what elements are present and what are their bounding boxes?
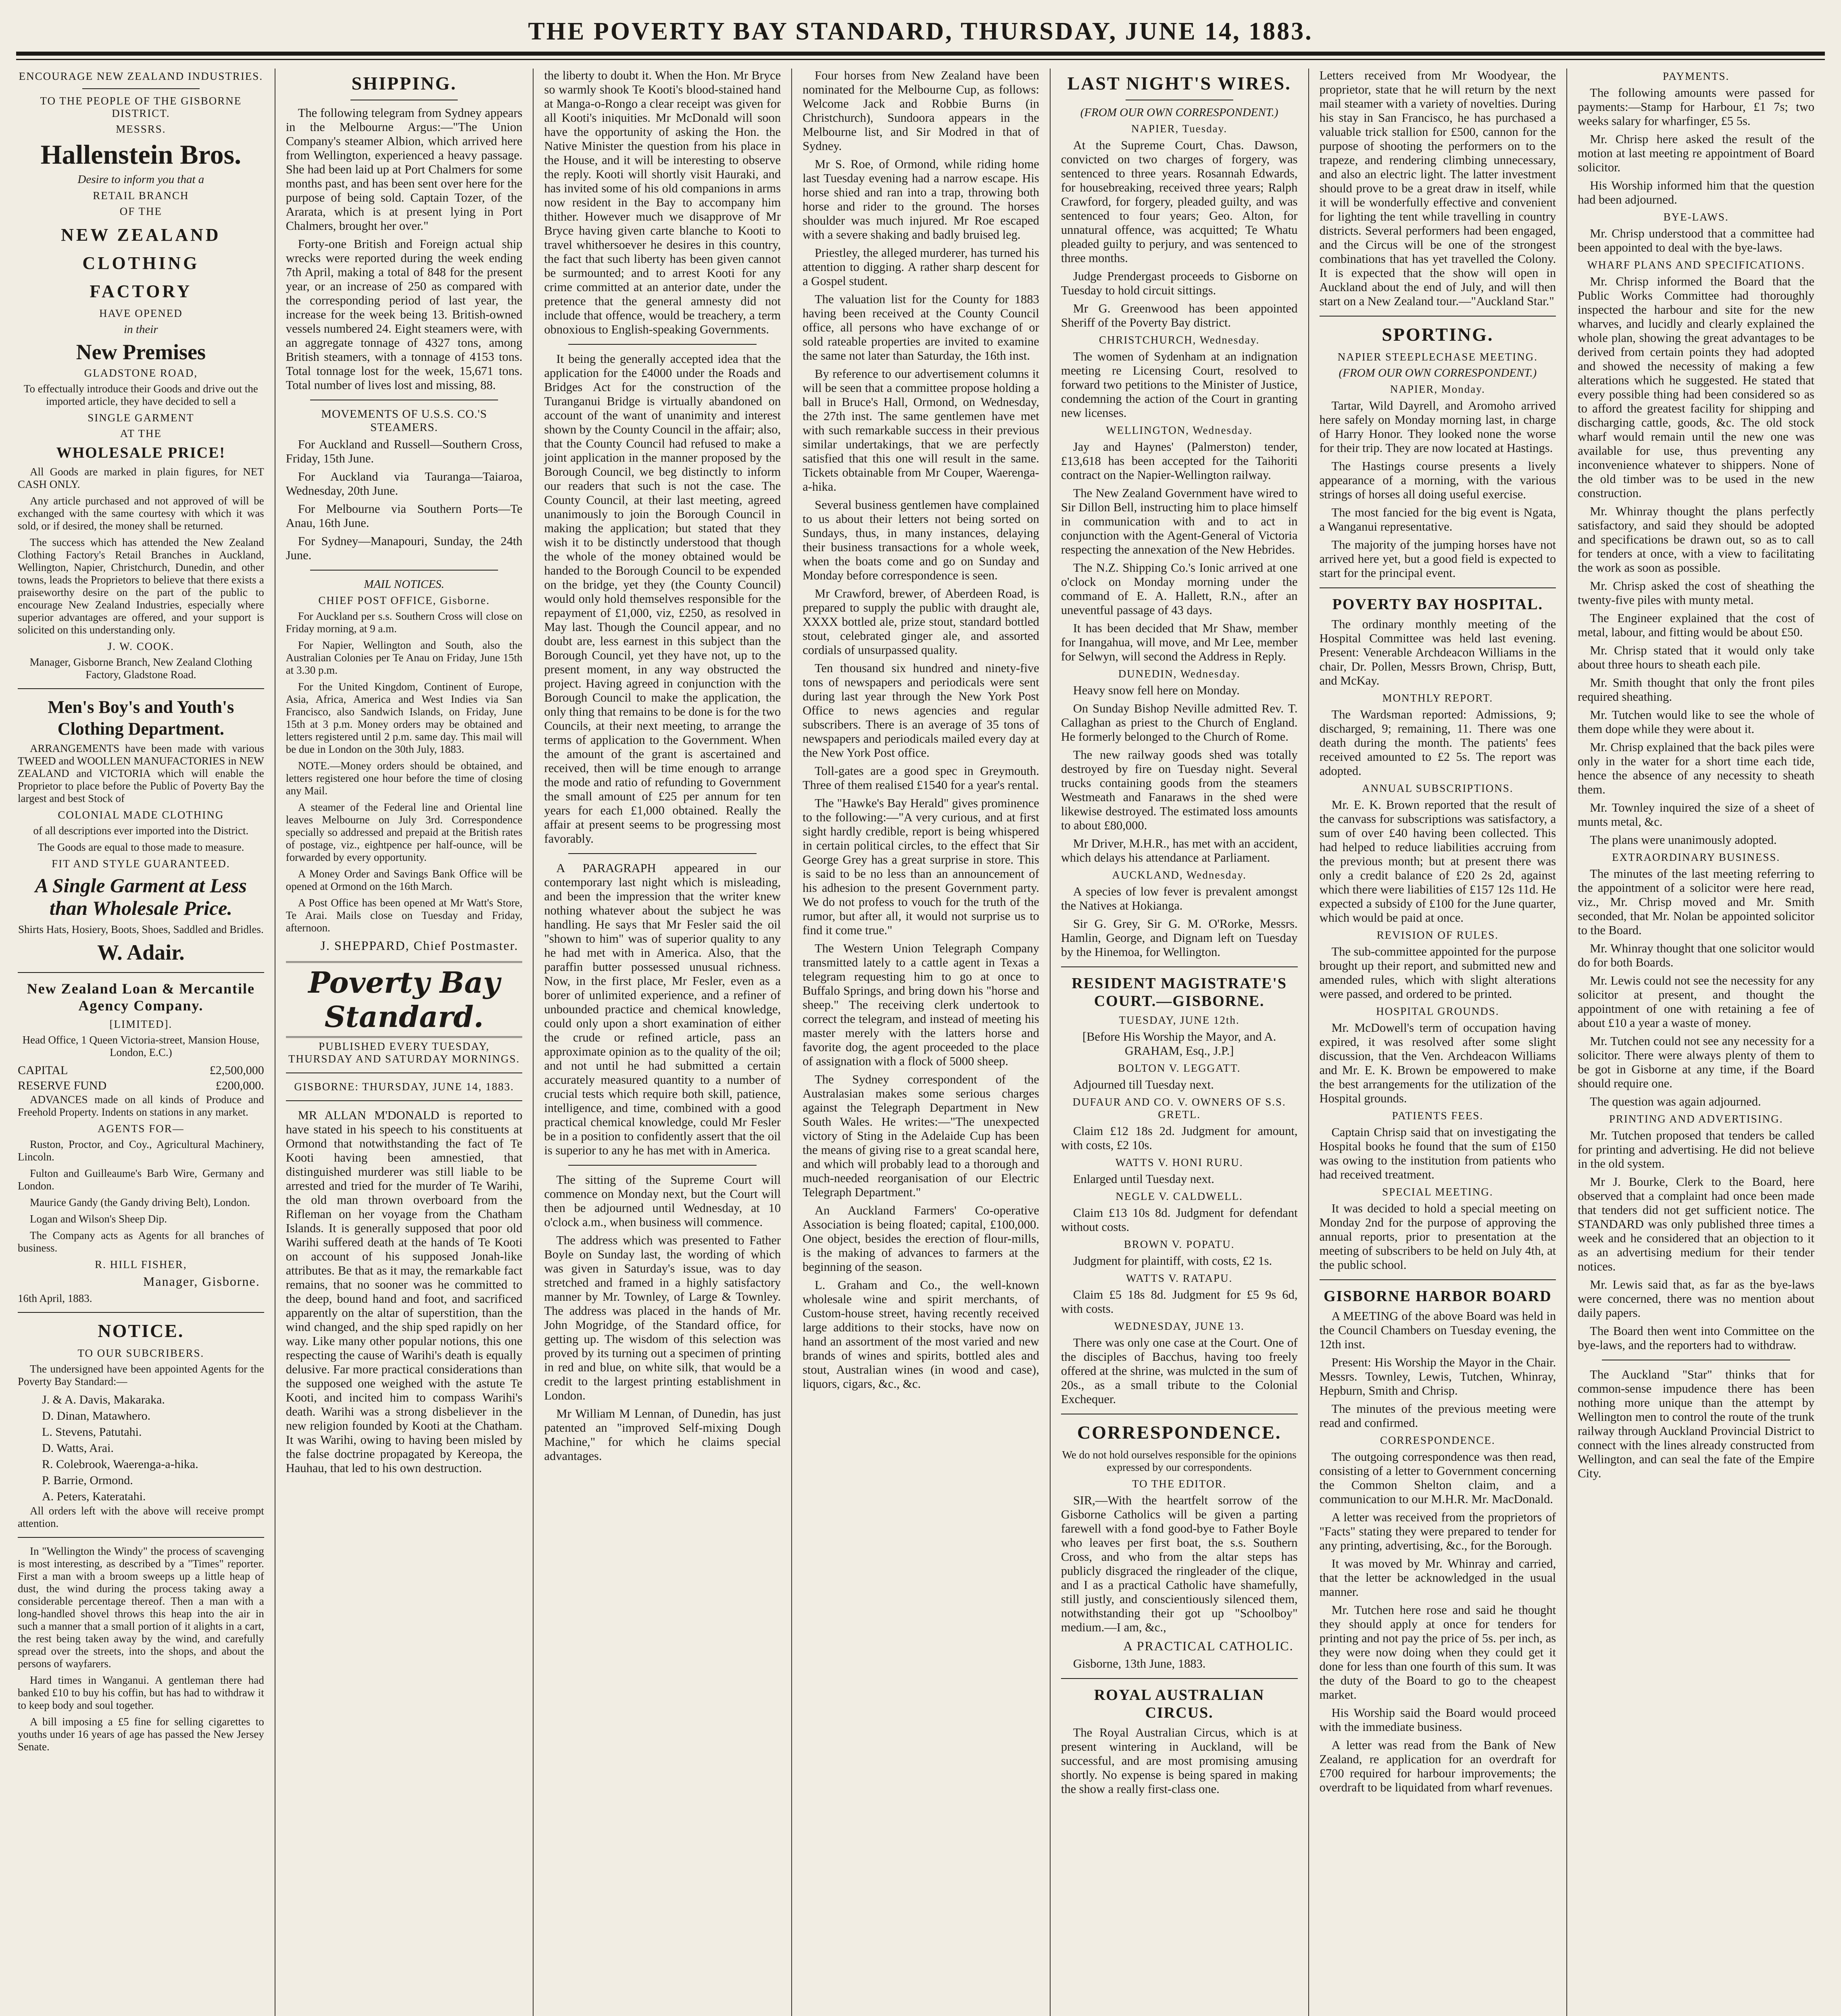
paragraph: The Company acts as Agents for all branches of business. (18, 1229, 264, 1254)
paragraph: ADVANCES made on all kinds of Produce and Freehold Property. Indents on stations in any market. (18, 1093, 264, 1118)
paragraph: The women of Sydenham at an indignation meeting re Licensing Court, resolved to forward two petitions to the Minister of Justice, condemning the action of the Court in granting new licenses. (1061, 350, 1298, 420)
paragraph: Sir G. Grey, Sir G. M. O'Rorke, Messrs. Hamlin, George, and Dignam left on Tuesday by the Hinemoa, for Wellington. (1061, 917, 1298, 959)
text: PUBLISHED EVERY TUESDAY, THURSDAY AND SATURDAY MORNINGS. (288, 1040, 520, 1065)
paragraph: The plans were unanimously adopted. (1590, 833, 1777, 847)
paragraph: The following amounts were passed for payments:—Stamp for Harbour, £1 7s; two weeks salary for wharfinger, £5 5s. (1578, 86, 1814, 128)
paragraph: the liberty to doubt it. When the Hon. Mr Bryce so warmly shook Te Kooti's blood-stained hand at Manga-o-Rongo a clear receipt was given for all Kooti's iniquities. Mr McDonald will soon have the opportunity of asking the Hon. the Native Minister the question from his place in the House, and it will be interesting to observe the reply. Kooti will shortly visit Hauraki, and has invited some of his old companions in arms now resident in the Bay to accompany him thither. However much we disapprove of Mr Bryce having given carte blanche to Kooti to travel whithersoever he desires in this country, the fact that such liberty has been given cannot be surmounted; and to arrest Kooti for any crime committed at an anterior date, under the pretence that the general amnesty did not include that offence, would be treachery, a term obnoxious to English-speaking Governments. (544, 69, 781, 336)
paragraph: Claim £13 10s 8d. Judgment for defendant without costs. (1061, 1206, 1298, 1234)
paragraph: Ten thousand six hundred and ninety-five tons of newspapers and periodicals were sent during last year through the New York Post Office to news agencies and regular subscribers. There is an average of 35 tons of newspapers and periodicals mailed every day at the New York Post office. (803, 661, 1039, 760)
case-title: WATTS V. HONI RURU. (1115, 1156, 1243, 1168)
subheading: CORRESPONDENCE. (1380, 1434, 1495, 1446)
paragraph: Judge Prendergast proceeds to Gisborne on Tuesday to hold circuit sittings. (1061, 269, 1298, 297)
divider (568, 1165, 757, 1166)
paragraph: Logan and Wilson's Sheep Dip. (30, 1213, 167, 1225)
paragraph: Fulton and Guilleaume's Barb Wire, Germany and London. (18, 1167, 264, 1192)
paragraph: For the United Kingdom, Continent of Europe, Asia, Africa, America and West Indies via San Francisco, also Sandwich Islands, on Friday, June 15th at 3 p.m. Money orders may be obtained and letters registered until 2 p.m. same day. This mail will be due in London on the 30th July, 1883. (286, 681, 523, 755)
paragraph: Forty-one British and Foreign actual ship wrecks were reported during the week ending 7th April, making a total of 848 for the present year, or an increase of 250 as compared with the corresponding period of last year, the increase for the week being 13. British-owned vessels numbered 24. Eight steamers were, with an aggregate tonnage of 4327 tons, among British steamers, with a tonnage of 4153 tons. Total tonnage lost for the week, 15,671 tons. Total number of lives lost and missing, 88. (286, 237, 523, 392)
case-title: NEGLE V. CALDWELL. (1115, 1190, 1243, 1202)
paragraph: It being the generally accepted idea that the application for the £4000 under the Roads and Bridges Act for the construction of the Turanganui Bridge is virtually abandoned on account of the want of unanimity and interest shown by the County Council in the affair; also, that the County Council had refused to make a joint application in the manner proposed by the Borough Council, we beg distinctly to inform our readers that such is not the case. The County Council, at their last meeting, agreed unanimously to join the Borough Council in making the application; but stated that they wish it to be distinctly understood that though the whole of the money obtained would be handed to the Borough Council to be expended on the bridge, yet they (the County Council) would only hold themselves responsible for the repayment of £1,000, viz, £250, as resolved in May last. Though the Council appear, and no doubt are, less earnest in this subject than the Borough Council, yet they have not, up to the present moment, in any way obstructed the project. Having agreed in conjunction with the Borough Council to make the application, the only thing that remains to be done is for the two Councils, at their next meeting, to arrange the terms of application to the Government. When the amount of the grant is ascertained and received, then will be time enough to arrange the mode and ratio of refunding to Government the small amount of £25 per annum for ten years for each £1,000 obtained. Really the affair at present seems to be progressing most favorably. (544, 352, 781, 846)
subheading: WHARF PLANS AND SPECIFICATIONS. (1587, 259, 1805, 271)
paragraph: Judgment for plaintiff, with costs, £2 1s. (1073, 1254, 1272, 1268)
list-item: L. Stevens, Patutahi. (42, 1425, 142, 1439)
headline: New Zealand Loan & Mercantile Agency Company. (27, 981, 255, 1014)
paragraph: A MEETING of the above Board was held in the Council Chambers on Tuesday evening, the 12th inst. (1319, 1309, 1556, 1351)
text: in their (124, 323, 158, 336)
paragraph: The Auckland "Star" thinks that for common-sense impudence there has been nothing more unique than the attempt by Wellington men to control the route of the trunk railway through Auckland Provincial District to connect with the lines already constructed from Wellington, and can seal the fate of the Empire City. (1578, 1368, 1814, 1480)
dateline: WELLINGTON, Wednesday. (1106, 424, 1253, 436)
text: CHIEF POST OFFICE, Gisborne. (318, 594, 490, 606)
headline: ROYAL AUSTRALIAN CIRCUS. (1094, 1687, 1265, 1721)
paragraph: The minutes of the previous meeting were read and confirmed. (1319, 1402, 1556, 1430)
paragraph: Mr G. Greenwood has been appointed Sheriff of the Poverty Bay district. (1061, 302, 1298, 329)
divider (18, 1312, 264, 1313)
paragraph: Mr. Tutchen here rose and said he thought they should apply at once for tenders for printing and not pay the price of 5s. per inch, as they were now doing when they could get it done for less than one fourth of this sum. It was the duty of the Board to go to the cheapest market. (1319, 1603, 1556, 1702)
paragraph: His Worship informed him that the question had been adjourned. (1578, 179, 1814, 206)
paragraph: The "Hawke's Bay Herald" gives prominence to the following:—"A very curious, and at first sight hardly credible, report is being whispered in certain political circles, to the effect that Sir George Grey has a great surprise in store. This is said to be no less than an announcement of his adhesion to the present Government party. We do not profess to vouch for the truth of the rumor, but after all, it would not surprise us to find it come true." (803, 796, 1039, 937)
dateline: WEDNESDAY, JUNE 13. (1114, 1320, 1245, 1332)
paragraph: Mr William M Lennan, of Dunedin, has just patented an "improved Self-mixing Dough Machine," for which he claims special advantages. (544, 1407, 781, 1463)
newspaper-nameplate: Poverty Bay Standard. (286, 961, 523, 1038)
paragraph: Mr. Chrisp stated that it would only take about three hours to sheath each pile. (1578, 644, 1814, 671)
paragraph: Mr J. Bourke, Clerk to the Board, here observed that a complaint had once been made that tenders did not get sufficient notice. The STANDARD was only published three times a week and he considered that an objection to it as an advertising medium for their tender notices. (1578, 1175, 1814, 1273)
paragraph: For Auckland via Tauranga—Taiaroa, Wednesday, 20th June. (286, 470, 523, 498)
paragraph: Jay and Haynes' (Palmerston) tender, £13,618 has been accepted for the Taihoriti contract on the Napier-Wellington railway. (1061, 440, 1298, 482)
paragraph: Mr. Chrisp here asked the result of the motion at last meeting re appointment of Board solicitor. (1578, 132, 1814, 174)
list-item: A. Peters, Kateratahi. (42, 1490, 146, 1503)
subheading: PATIENTS FEES. (1392, 1110, 1484, 1122)
paragraph: Any article purchased and not approved of will be exchanged with the same courtesy with which it was sold, or if desired, the money shall be returned. (18, 495, 264, 532)
columns (16, 69, 1825, 2016)
date: Gisborne, 13th June, 1883. (1073, 1657, 1206, 1670)
paragraph: For Melbourne via Southern Ports—Te Anau, 16th June. (286, 502, 523, 530)
heading: ENCOURAGE NEW ZEALAND INDUSTRIES. (19, 70, 263, 82)
text: GLADSTONE ROAD, (84, 367, 198, 379)
masthead-rule-thin (16, 59, 1825, 60)
divider (82, 88, 200, 89)
paragraph: Four horses from New Zealand have been nominated for the Melbourne Cup, as follows: Welcome Jack and Robbie Burns (in Christchurch), Sundoora appears in the Melbourne list, and Sir Modred in that of Sydney. (803, 69, 1039, 153)
paragraph: Present: His Worship the Mayor in the Chair. Messrs. Townley, Lewis, Tutchen, Whinray, Hepburn, Smith and Chrisp. (1319, 1356, 1556, 1397)
divider (286, 1100, 523, 1101)
headline: RESIDENT MAGISTRATE'S COURT.—GISBORNE. (1072, 975, 1287, 1010)
subheading: REVISION OF RULES. (1376, 929, 1499, 941)
masthead-rule (16, 52, 1825, 56)
subheading: BYE-LAWS. (1663, 211, 1729, 223)
paragraph: For Napier, Wellington and South, also the Australian Colonies per Te Anau on Friday, June 15th at 3.30 p.m. (286, 639, 523, 676)
paragraph: SIR,—With the heartfelt sorrow of the Gisborne Catholics will be given a parting farewell with a fond good-bye to Father Boyle who leaves per first boat, the s.s. Southern Cross, and who from the altar steps has publicly disgraced the ringleader of the clique, and I as a practical Catholic have shamefully, still justly, and conscientiously silenced them, notwithstanding their got up "Schoolboy" medium.—I am, &c., (1061, 1493, 1298, 1634)
headline: GISBORNE HARBOR BOARD (1324, 1288, 1552, 1305)
paragraph: The Royal Australian Circus, which is at present wintering in Auckland, will be successful, and are most promising amusing shortly. No expense is being spared in making the show a really first-class one. (1061, 1726, 1298, 1796)
paragraph: By reference to our advertisement columns it will be seen that a committee propose holding a ball in Bruce's Hall, Ormond, on Wednesday, the 27th inst. The same gentlemen have met with such remarkable success in their previous similar undertakings, that we are perfectly satisfied that this one will result in the same. Tickets obtainable from Mr Couper, Waerenga-a-hika. (803, 367, 1039, 494)
subheading: PRINTING AND ADVERTISING. (1609, 1113, 1783, 1125)
list-item: J. & A. Davis, Makaraka. (42, 1393, 165, 1406)
subheading: EXTRAORDINARY BUSINESS. (1612, 851, 1781, 863)
column-3 (533, 69, 791, 2016)
text: of all descriptions ever imported into the District. (33, 825, 249, 837)
text: TO THE EDITOR. (1132, 1478, 1227, 1490)
divider (1320, 587, 1556, 588)
paragraph: Maurice Gandy (the Gandy driving Belt), London. (30, 1196, 250, 1208)
dateline: TUESDAY, JUNE 12th. (1119, 1014, 1240, 1026)
subheading: ANNUAL SUBSCRIPTIONS. (1362, 782, 1514, 794)
paragraph: The Sydney correspondent of the Australasian makes some serious charges against the Telegraph Department in New South Wales. He writes:—"The unexpected victory of Sting in the Adelaide Cup has been the means of giving rise to a great scandal here, and which will probably lead to a thorough and much-needed reorganisation of our Electric Telegraph Department." (803, 1073, 1039, 1199)
paragraph: The minutes of the last meeting referring to the appointment of a solicitor were here read, viz., Mr. Chrisp moved and Mr. Smith seconded, that Mr. Nolan be appointed solicitor to the Board. (1578, 867, 1814, 937)
paragraph: The N.Z. Shipping Co.'s Ionic arrived at one o'clock on Monday morning under the command of E. A. Hallett, R.N., after an uneventful passage of 43 days. (1061, 561, 1298, 617)
text: TO OUR SUBCRIBERS. (77, 1347, 204, 1359)
ledger (18, 1063, 264, 1093)
divider (1061, 1678, 1298, 1679)
heading: MAIL NOTICES. (364, 578, 444, 591)
text: Head Office, 1 Queen Victoria-street, Mansion House, London, E.C.) (22, 1034, 260, 1058)
divider (18, 972, 264, 973)
text: RETAIL BRANCH (93, 190, 189, 202)
paragraph: Mr. Chrisp asked the cost of sheathing the twenty-five piles with munty metal. (1578, 579, 1814, 607)
signature: A PRACTICAL CATHOLIC. (1123, 1639, 1294, 1653)
divider (1320, 1279, 1556, 1280)
paragraph: It was decided to hold a special meeting on Monday 2nd for the purpose of approving the annual reports, prior to presentation at the meeting of subscribers to be held on July 4th, at the public school. (1319, 1202, 1556, 1272)
agent-list (18, 1392, 264, 1505)
paragraph: Enlarged until Tuesday next. (1073, 1172, 1215, 1186)
headline: NOTICE. (98, 1320, 184, 1341)
column-4 (791, 69, 1050, 2016)
paragraph: The address which was presented to Father Boyle on Sunday last, the wording of which was given in Saturday's issue, was to day stretched and framed in a highly satisfactory manner by Mr. Townley, of Large & Townley. The address was placed in the hands of Mr. John Mogridge, of the Standard office, for getting up. The wisdom of this selection was proved by its turning out a specimen of printing in red and blue, on white silk, that would be a credit to the largest printing establishment in London. (544, 1233, 781, 1402)
paragraph: For Auckland and Russell—Southern Cross, Friday, 15th June. (286, 437, 523, 465)
text: The Goods are equal to those made to measure. (38, 841, 244, 853)
headline: LAST NIGHT'S WIRES. (1067, 73, 1291, 94)
date: 16th April, 1883. (18, 1292, 92, 1304)
headline: Men's Boy's and Youth's Clothing Department. (48, 697, 234, 739)
column-2 (275, 69, 533, 2016)
paragraph: The Hastings course presents a lively appearance of a morning, with the various strings of horses all doing useful exercise. (1319, 459, 1556, 501)
headline: SPORTING. (1382, 324, 1494, 345)
subheading: MONTHLY REPORT. (1382, 692, 1493, 704)
ledger-value: £2,500,000 (209, 1064, 264, 1077)
paragraph: All orders left with the above will receive prompt attention. (18, 1505, 264, 1529)
text: NEW ZEALAND (61, 225, 221, 245)
paragraph: The Board then went into Committee on the bye-laws, and the reporters had to withdraw. (1578, 1324, 1814, 1352)
column-5 (1050, 69, 1308, 2016)
paragraph: A bill imposing a £5 fine for selling cigarettes to youths under 16 years of age has passed the New Jersey Senate. (18, 1716, 264, 1753)
paragraph: A letter was received from the proprietors of "Facts" stating they were prepared to tender for any printing, advertising, &c., for the Borough. (1319, 1510, 1556, 1552)
text: Shirts Hats, Hosiery, Boots, Shoes, Saddled and Bridles. (18, 923, 264, 935)
column-1 (16, 69, 275, 2016)
dateline: AUCKLAND, Wednesday. (1112, 869, 1247, 881)
text: R. HILL FISHER, (95, 1258, 187, 1270)
paragraph: For Auckland per s.s. Southern Cross will close on Friday morning, at 9 a.m. (286, 610, 523, 635)
paragraph: The sitting of the Supreme Court will commence on Monday next, but the Court will then be adjourned until Wednesday, at 10 o'clock a.m., when business will commence. (544, 1173, 781, 1229)
column-7 (1566, 69, 1825, 2016)
divider (310, 570, 498, 571)
paragraph: Tartar, Wild Dayrell, and Aromoho arrived here safely on Monday morning last, in charge of Harry Honor. They looked none the worse for their trip. They are now located at Hastings. (1319, 399, 1556, 455)
divider (568, 344, 757, 345)
paragraph: Mr Crawford, brewer, of Aberdeen Road, is prepared to supply the public with draught ale, XXXX bottled ale, prize stout, standard bottled stout, celebrated ginger ale, and assorted cordials of unsurpassed quality. (803, 587, 1039, 657)
paragraph: A steamer of the Federal line and Oriental line leaves Melbourne on July 3rd. Correspondence specially so addressed and prepaid at the British rates of postage, viz., eightpence per half-ounce, will be forwarded by every opportunity. (286, 801, 523, 863)
paragraph: A letter was read from the Bank of New Zealand, re application for an overdraft for £700 required for harbour improvements; the overdraft to be liquidated from wharf revenues. (1319, 1738, 1556, 1794)
paragraph: The New Zealand Government have wired to Sir Dillon Bell, instructing him to place himself in communication with and to act in conjunction with the Agent-General of Victoria respecting the annexation of the New Hebrides. (1061, 486, 1298, 556)
paragraph: For Sydney—Manapouri, Sunday, the 24th June. (286, 534, 523, 562)
heading: (FROM OUR OWN CORRESPONDENT.) (1080, 106, 1278, 119)
column-6 (1308, 69, 1567, 2016)
divider (18, 1537, 264, 1538)
headline: SHIPPING. (351, 73, 457, 94)
subheading: PAYMENTS. (1662, 70, 1730, 82)
text: CLOTHING (82, 253, 200, 273)
headline: A Single Garment at Less than Wholesale Price. (35, 874, 247, 919)
divider (1061, 966, 1298, 967)
paragraph: Mr Driver, M.H.R., has met with an accident, which delays his attendance at Parliament. (1061, 837, 1298, 864)
firm-name: Hallenstein Bros. (40, 139, 242, 170)
paragraph: A Post Office has been opened at Mr Watt's Store, Te Arai. Mails close on Tuesday and Friday, afternoon. (286, 897, 523, 934)
text: [LIMITED]. (109, 1018, 173, 1030)
paragraph: Mr S. Roe, of Ormond, while riding home last Tuesday evening had a narrow escape. His horse shied and ran into a trap, throwing both horse and rider to the ground. The horses shoulder was much injured. Mr Roe escaped with a severe shaking and badly bruised leg. (803, 157, 1039, 242)
heading: TO THE PEOPLE OF THE GISBORNE DISTRICT. (40, 95, 242, 119)
paragraph: Priestley, the alleged murderer, has turned his attention to digging. A rather sharp descent for a Gospel student. (803, 246, 1039, 288)
paragraph: The most fancied for the big event is Ngata, a Wanganui representative. (1319, 506, 1556, 533)
paragraph: The following telegram from Sydney appears in the Melbourne Argus:—"The Union Company's steamer Albion, which arrived here from Wellington, experienced a heavy passage. She had been laid up at Port Chalmers for some months past, and has been sent over here for the purpose of being sold. Captain Tozer, of the Ararata, which is at present lying in Port Chalmers, brought her over." (286, 106, 523, 233)
paragraph: The undersigned have been appointed Agents for the Poverty Bay Standard:— (18, 1363, 264, 1387)
paragraph: At the Supreme Court, Chas. Dawson, convicted on two charges of forgery, was sentenced to three years. Rosannah Edwards, for housebreaking, received three years; Ralph Crawford, for forgery, pleaded guilty, and was sentenced to four years; Geo. Alton, for unnatural offence, was acquitted; Te Whatu pleaded guilty to perjury, and was sentenced to three months. (1061, 138, 1298, 265)
paragraph: Mr. Townley inquired the size of a sheet of munts metal, &c. (1578, 801, 1814, 829)
paragraph: There was only one case at the Court. One of the disciples of Bacchus, having too freely offered at the shrine, was mulcted in the sum of 20s., as a small tribute to the Colonial Exchequer. (1061, 1336, 1298, 1406)
paragraph: Mr. Whinray thought that one solicitor would do for both Boards. (1578, 941, 1814, 969)
paragraph: The question was again adjourned. (1590, 1095, 1761, 1108)
paragraph: Several business gentlemen have complained to us about their letters not being sorted on Sundays, thus, in many instances, delaying their business transactions for a whole week, when the boats come and go on Sunday and Monday before correspondence is seen. (803, 498, 1039, 582)
paragraph: Mr. Tutchen could not see any necessity for a solicitor. There were always plenty of them to be got in Gisborne at any time, if the Board should require one. (1578, 1034, 1814, 1090)
paragraph: On Sunday Bishop Neville admitted Rev. T. Callaghan as priest to the Church of England. He formerly belonged to the Church of Rome. (1061, 702, 1298, 744)
divider (18, 688, 264, 689)
paragraph: Mr. Chrisp understood that a committee had been appointed to deal with the bye-laws. (1578, 227, 1814, 254)
text: [Before His Worship the Mayor, and A. GRAHAM, Esq., J.P.] (1082, 1030, 1276, 1058)
paragraph: Mr. Tutchen would like to see the whole of them dope while they were about it. (1578, 708, 1814, 736)
paragraph: Mr. Lewis said that, as far as the bye-laws were concerned, there was no mention about daily papers. (1578, 1278, 1814, 1320)
paragraph: Mr. Lewis could not see the necessity for any solicitor at present, and thought the appointment of one with retaining a fee of about £10 a year a waste of money. (1578, 974, 1814, 1030)
ledger-value: £200,000. (215, 1079, 264, 1092)
paragraph: The Western Union Telegraph Company transmitted lately to a cattle agent in Texas a telegram requesting him to go at once to Buffalo Springs, and bring down his "horse and sheep." The receiving clerk undertook to correct the telegram, and instead of meeting his master merely with the latters horse and favorite dog, the agent proceeded to the place of assignation with a flock of 5000 sheep. (803, 941, 1039, 1068)
paragraph: Mr. Smith thought that only the front piles required sheathing. (1578, 676, 1814, 704)
paragraph: Claim £12 18s 2d. Judgment for amount, with costs, £2 10s. (1061, 1124, 1298, 1152)
paragraph: The new railway goods shed was totally destroyed by fire on Tuesday night. Several trucks containing goods from the steamers Westmeath and Fanaraws in the shed were likewise destroyed. The estimated loss amounts to about £80,000. (1061, 748, 1298, 832)
dateline: DUNEDIN, Wednesday. (1118, 668, 1241, 680)
signature: Manager, Gisborne. (143, 1274, 260, 1289)
paragraph: Ruston, Proctor, and Coy., Agricultural Machinery, Lincoln. (18, 1138, 264, 1163)
heading: MOVEMENTS OF U.S.S. CO.'S STEAMERS. (321, 408, 487, 434)
case-title: BOLTON V. LEGGATT. (1118, 1062, 1241, 1074)
paragraph: An Auckland Farmers' Co-operative Association is being floated; capital, £100,000. One object, besides the erection of flour-mills, is the making of advances to farmers at the beginning of the season. (803, 1204, 1039, 1274)
text: HAVE OPENED (99, 307, 183, 319)
paragraph: L. Graham and Co., the well-known wholesale wine and spirit merchants, of Custom-house street, having recently received large additions to their stocks, have now on hand an assortment of the most varied and new brands of wines and spirits, bottled ales and stout, Australian wines (in wood and case), liquors, cigars, &c., &c. (803, 1278, 1039, 1391)
headline: WHOLESALE PRICE! (56, 444, 226, 461)
paragraph: Toll-gates are a good spec in Greymouth. Three of them realised £1540 for a year's rental. (803, 764, 1039, 792)
date: GISBORNE: THURSDAY, JUNE 14, 1883. (294, 1081, 514, 1093)
case-title: DUFAUR AND CO. V. OWNERS OF S.S. GRETL. (1072, 1096, 1286, 1120)
case-title: BROWN V. POPATU. (1124, 1238, 1235, 1250)
paragraph: Captain Chrisp said that on investigating the Hospital books he found that the sum of £150 was owing to the institution from patients who had received treatment. (1319, 1125, 1556, 1181)
paragraph: The Engineer explained that the cost of metal, labour, and fitting would be about £50. (1578, 611, 1814, 639)
paragraph: The Wardsman reported: Admissions, 9; discharged, 9; remaining, 11. There was one death during the month. The patients' fees received amounted to £2 5s. The report was adopted. (1319, 708, 1556, 778)
dateline: CHRISTCHURCH, Wednesday. (1099, 334, 1260, 346)
list-item: D. Watts, Arai. (42, 1441, 114, 1455)
text: AT THE (120, 427, 162, 439)
paragraph: NOTE.—Money orders should be obtained, and letters registered one hour before the time of closing any Mail. (286, 760, 523, 797)
paragraph: The sub-committee appointed for the purpose brought up their report, and submitted new and amended rules, which with slight alterations were passed, and ordered to be printed. (1319, 945, 1556, 1001)
paragraph: Heavy snow fell here on Monday. (1073, 683, 1240, 697)
text: We do not hold ourselves responsible for the opinions expressed by our correspondents. (1062, 1449, 1297, 1473)
text: FIT AND STYLE GUARANTEED. (52, 858, 230, 870)
text: Manager, Gisborne Branch, New Zealand Clothing Factory, Gladstone Road. (29, 656, 252, 681)
headline: POVERTY BAY HOSPITAL. (1332, 596, 1543, 613)
paragraph: Claim £5 18s 8d. Judgment for £5 9s 6d, with costs. (1061, 1288, 1298, 1316)
list-item: P. Barrie, Ormond. (42, 1474, 133, 1487)
subheading: SPECIAL MEETING. (1382, 1186, 1493, 1198)
masthead: THE POVERTY BAY STANDARD, THURSDAY, JUNE 14, 1883. (528, 18, 1313, 45)
heading: (FROM OUR OWN CORRESPONDENT.) (1339, 367, 1537, 379)
text: OF THE (119, 205, 162, 217)
subheading: HOSPITAL GROUNDS. (1376, 1005, 1499, 1017)
paragraph: Mr. Chrisp informed the Board that the Public Works Committee had thoroughly inspected the harbour and site for the new wharves, and lucidly and clearly explained the whole plan, showing the great advantages to be derived from certain points they had adopted and showed the necessity of making a few alterations which he suggested. He stated that every possible thing had been considered so as to afford the greatest facility for shipping and discharging cattle, goods, &c. The old stock wharf would remain until the new one was available for use, thus preventing any inconvenience whatever to shippers. None of the old timber was to be used in the new construction. (1578, 275, 1814, 500)
dateline: NAPIER, Monday. (1390, 383, 1485, 395)
text: To effectually introduce their Goods and drive out the imported article, they have decided to sell a (23, 383, 258, 407)
text: Desire to inform you that a (77, 173, 204, 186)
paragraph: Mr. Whinray thought the plans perfectly satisfactory, and said they should be adopted and specifications be drawn out, so as to call for tenders at once, with a view to facilitating the work as soon as possible. (1578, 504, 1814, 575)
text: MESSRS. (116, 123, 166, 135)
signature: W. Adair. (97, 940, 185, 964)
paragraph: It was moved by Mr. Whinray and carried, that the letter be acknowledged in the usual manner. (1319, 1557, 1556, 1599)
paragraph: Mr. Tutchen proposed that tenders be called for printing and advertising. He did not believe in the old system. (1578, 1129, 1814, 1170)
headline: CORRESPONDENCE. (1077, 1422, 1282, 1443)
text: SINGLE GARMENT (88, 412, 194, 424)
paragraph: MR ALLAN M'DONALD is reported to have stated in his speech to his constituents at Ormond that notwithstanding the fact of Te Kooti having been amnestied, that distinguished murderer was still liable to be arrested and tried for the murder of Te Warihi, the old man thrown overboard from the Rifleman on her voyage from the Chatham Islands. It is generally supposed that poor old Warihi suffered death at the hands of Te Kooti on account of his supposed Jonah-like attributes. Be that as it may, the remarkable fact remains, that no sooner was he committed to the deep, bound hand and foot, and sacrificed apparently on the altar of superstition, than the wind changed, and the ship sped rapidly on her way. Like many other popular notions, this one respecting the cause of Warihi's death is equally delusive. Far more practical considerations than the supposed one weighed with the astute Te Kooti, and incited him to compass Warihi's death. Warihi was a strong disbeliever in the new religion founded by Kooti at the Chatham. It was Warihi, owing to having been misled by the false doctrine propagated by Kereopa, the Hauhau, that led to his own destruction. (286, 1108, 523, 1475)
paragraph: The success which has attended the New Zealand Clothing Factory's Retail Branches in Auckland, Wellington, Napier, Christchurch, Dunedin, and other towns, leads the Proprietors to believe that there exists a praiseworthy desire on the part of the public to encourage New Zealand Industries, especially where superior advantages are offered, and your support is solicited on this understanding only. (18, 536, 264, 636)
heading: NAPIER STEEPLECHASE MEETING. (1337, 351, 1538, 363)
paragraph: Mr. McDowell's term of occupation having expired, it was resolved after some slight discussion, that the Ven. Archdeacon Williams and Mr. E. K. Brown be empowered to make the best arrangements for the utilization of the Hospital grounds. (1319, 1021, 1556, 1105)
ledger-label: RESERVE FUND (18, 1079, 107, 1092)
paragraph: A Money Order and Savings Bank Office will be opened at Ormond on the 16th March. (286, 868, 523, 892)
paragraph: Mr. E. K. Brown reported that the result of the canvass for subscriptions was satisfactory, a sum of over £40 having been collected. This had helped to reduce liabilities accruing from the previous month; but at present there was only a credit balance of £20 2s 2d, against which there were liabilities of £157 12s 11d. He expected a subsidy of £100 for the June quarter, which would be paid at once. (1319, 798, 1556, 925)
paragraph: In "Wellington the Windy" the process of scavenging is most interesting, as described by a "Times" reporter. First a man with a broom sweeps up a little heap of dust, the wind during the process taking away a considerable percentage thereof. Then a man with a long-handled shovel throws this heap into the air in such a manner that a small portion of it alights in a cart, the rest being taken away by the wind, and carefully spread over the streets, into the shops, and about the persons of wayfarers. (18, 1545, 264, 1670)
text: FACTORY (90, 281, 192, 301)
case-title: WATTS V. RATAPU. (1126, 1272, 1233, 1284)
paragraph: Adjourned till Tuesday next. (1073, 1078, 1214, 1091)
paragraph: His Worship said the Board would proceed with the immediate business. (1319, 1706, 1556, 1734)
headline: New Premises (76, 340, 206, 364)
list-item: D. Dinan, Matawhero. (42, 1409, 151, 1422)
signature: J. SHEPPARD, Chief Postmaster. (320, 938, 519, 953)
dateline: NAPIER, Tuesday. (1131, 123, 1228, 135)
paragraph: The majority of the jumping horses have not arrived here yet, but a good field is expected to start for the principal event. (1319, 538, 1556, 580)
text: AGENTS FOR— (97, 1123, 184, 1135)
paragraph: Hard times in Wanganui. A gentleman there had banked £10 to buy his coffin, but has had to withdraw it to keep body and soul together. (18, 1674, 264, 1711)
paragraph: The outgoing correspondence was then read, consisting of a letter to Government concerning the Common Shelton claim, and a communication to our M.H.R. Mr. MacDonald. (1319, 1450, 1556, 1506)
paragraph: A PARAGRAPH appeared in our contemporary last night which is misleading, and been the impression that the writer knew nothing whatever about the subject he was handling. He says that Mr Fesler said the oil "shown to him" was of superior quality to any he had met with in America. Also, that the paraffin butter possessed unusual richness. Now, in the first place, Mr Fesler, even as a borer of unlimited experience, and a refiner of unbounded practice and chemical knowledge, could only upon a short examination of either the crude or refined article, pass an approximate opinion as to the quality of the oil; and not until he had submitted a certain accurately measured quantity to a number of crucial tests which require both skill, patience, intelligence, and time, combined with a good practical chemical knowledge, could Mr Fesler be in a position to confidently assert that the oil is superior to any he has met with in America. (544, 861, 781, 1157)
list-item: R. Colebrook, Waerenga-a-hika. (42, 1458, 198, 1471)
text: J. W. COOK. (107, 640, 174, 652)
paragraph: The valuation list for the County for 1883 having been received at the County Council office, all persons who have exchange of or sold rateable properties are invited to examine the same not later than Saturday, the 16th inst. (803, 292, 1039, 362)
paragraph: ARRANGEMENTS have been made with various TWEED and WOOLLEN MANUFACTORIES in NEW ZEALAND and VICTORIA which will enable the Proprietor to place before the Public of Poverty Bay the largest and best Stock of (18, 742, 264, 804)
paragraph: A species of low fever is prevalent amongst the Natives at Hokianga. (1061, 885, 1298, 912)
divider (568, 853, 757, 854)
paragraph: Letters received from Mr Woodyear, the proprietor, state that he will return by the next mail steamer with a variety of novelties. During his stay in San Francisco, he has purchased a valuable trick stallion for £500, cannon for the purpose of shooting the performers on to the trapeze, and rendering climbing unnecessary, and also an electric light. The latter investment should prove to be a great draw in itself, while it will be wonderfully effective and convenient for lighting the tent while travelling in country districts. Several performers had been engaged, and the Circus will be one of the strongest combinations that has yet travelled the Colony. It is expected that the show will open in Auckland about the end of July, and will then start on a New Zealand tour.—"Auckland Star." (1319, 69, 1556, 308)
ledger-label: CAPITAL (18, 1064, 68, 1077)
paragraph: All Goods are marked in plain figures, for NET CASH ONLY. (18, 466, 264, 490)
text: COLONIAL MADE CLOTHING (58, 809, 224, 821)
paragraph: Mr. Chrisp explained that the back piles were only in the water for a short time each tide, hence the absence of any necessity to sheath them. (1578, 740, 1814, 796)
divider (1320, 316, 1556, 317)
paragraph: The ordinary monthly meeting of the Hospital Committee was held last evening. Present: Venerable Archdeacon Williams in the chair, Dr. Pollen, Messrs Brown, Chrisp, Butt, and McKay. (1319, 617, 1556, 687)
paragraph: It has been decided that Mr Shaw, member for Inangahua, will move, and Mr Lee, member for Selwyn, will second the Address in Reply. (1061, 621, 1298, 663)
